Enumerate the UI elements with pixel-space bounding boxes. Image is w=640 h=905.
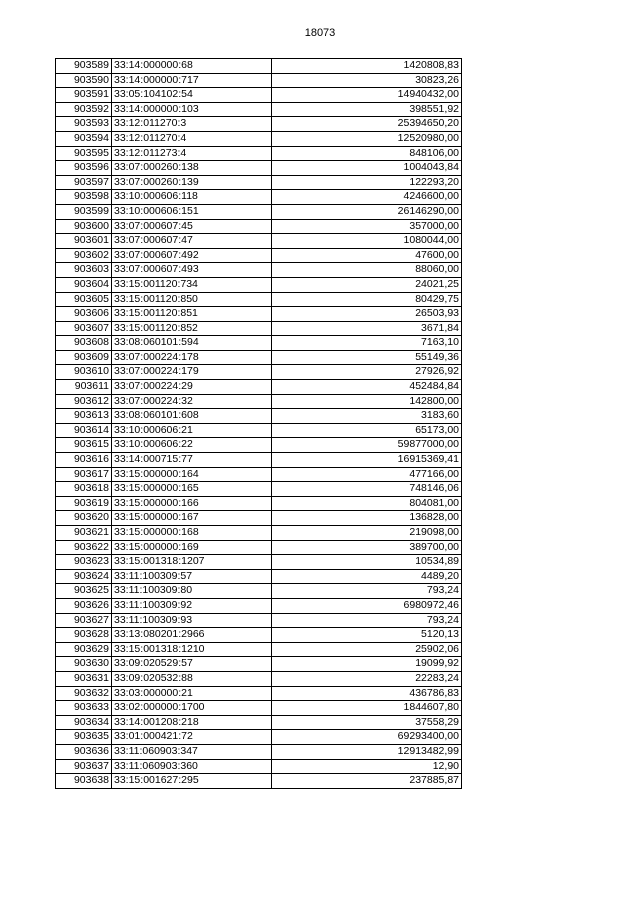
cadastral-number-cell: 33:15:000000:168 <box>112 526 272 541</box>
row-number-cell: 903626 <box>56 598 112 613</box>
table-row <box>56 59 462 74</box>
cadastral-number-cell: 33:15:001120:850 <box>112 292 272 307</box>
value-cell: 219098,00 <box>272 526 462 541</box>
row-number-cell: 903629 <box>56 642 112 657</box>
cadastral-number-cell: 33:15:001120:852 <box>112 321 272 336</box>
row-number-cell: 903612 <box>56 394 112 409</box>
value-cell: 69293400,00 <box>272 730 462 745</box>
cadastral-number-cell: 33:15:001318:1207 <box>112 555 272 570</box>
value-cell: 1844607,80 <box>272 701 462 716</box>
value-cell: 1004043,84 <box>272 161 462 176</box>
cadastral-number-cell: 33:10:000606:118 <box>112 190 272 205</box>
row-number-cell: 903610 <box>56 365 112 380</box>
value-cell: 12520980,00 <box>272 131 462 146</box>
cadastral-number-cell: 33:15:000000:169 <box>112 540 272 555</box>
value-cell: 237885,87 <box>272 774 462 789</box>
cadastral-number-cell: 33:07:000607:493 <box>112 263 272 278</box>
cadastral-number-cell: 33:15:000000:166 <box>112 496 272 511</box>
cadastral-number-cell: 33:12:011270:4 <box>112 131 272 146</box>
cadastral-number-cell: 33:15:001120:734 <box>112 277 272 292</box>
cadastral-number-cell: 33:15:000000:167 <box>112 511 272 526</box>
cadastral-number-cell: 33:10:000606:151 <box>112 204 272 219</box>
row-number-cell: 903606 <box>56 307 112 322</box>
row-number-cell: 903599 <box>56 204 112 219</box>
table-row <box>56 394 462 409</box>
cadastral-number-cell: 33:15:001627:295 <box>112 774 272 789</box>
row-number-cell: 903596 <box>56 161 112 176</box>
row-number-cell: 903628 <box>56 628 112 643</box>
value-cell: 19099,92 <box>272 657 462 672</box>
row-number-cell: 903592 <box>56 102 112 117</box>
cadastral-number-cell: 33:10:000606:22 <box>112 438 272 453</box>
table-row <box>56 511 462 526</box>
row-number-cell: 903619 <box>56 496 112 511</box>
row-number-cell: 903603 <box>56 263 112 278</box>
row-number-cell: 903633 <box>56 701 112 716</box>
value-cell: 1420808,83 <box>272 59 462 74</box>
row-number-cell: 903618 <box>56 482 112 497</box>
row-number-cell: 903637 <box>56 759 112 774</box>
table-row <box>56 540 462 555</box>
table-row <box>56 496 462 511</box>
row-number-cell: 903594 <box>56 131 112 146</box>
table-row <box>56 219 462 234</box>
value-cell: 748146,06 <box>272 482 462 497</box>
value-cell: 22283,24 <box>272 671 462 686</box>
value-cell: 142800,00 <box>272 394 462 409</box>
cadastral-value-table <box>55 58 462 789</box>
cadastral-number-cell: 33:15:000000:164 <box>112 467 272 482</box>
table-row <box>56 598 462 613</box>
value-cell: 389700,00 <box>272 540 462 555</box>
value-cell: 10534,89 <box>272 555 462 570</box>
cadastral-number-cell: 33:14:000000:103 <box>112 102 272 117</box>
table-row <box>56 555 462 570</box>
table-row <box>56 671 462 686</box>
value-cell: 4489,20 <box>272 569 462 584</box>
cadastral-number-cell: 33:15:001318:1210 <box>112 642 272 657</box>
table-row <box>56 482 462 497</box>
row-number-cell: 903623 <box>56 555 112 570</box>
cadastral-number-cell: 33:07:000607:492 <box>112 248 272 263</box>
cadastral-number-cell: 33:05:104102:54 <box>112 88 272 103</box>
table-row <box>56 190 462 205</box>
value-cell: 793,24 <box>272 584 462 599</box>
cadastral-number-cell: 33:15:001120:851 <box>112 307 272 322</box>
row-number-cell: 903608 <box>56 336 112 351</box>
table-row <box>56 584 462 599</box>
row-number-cell: 903605 <box>56 292 112 307</box>
row-number-cell: 903634 <box>56 715 112 730</box>
cadastral-number-cell: 33:12:011273:4 <box>112 146 272 161</box>
value-cell: 80429,75 <box>272 292 462 307</box>
row-number-cell: 903613 <box>56 409 112 424</box>
page-number: 18073 <box>304 27 336 39</box>
cadastral-number-cell: 33:01:000421:72 <box>112 730 272 745</box>
cadastral-number-cell: 33:13:080201:2966 <box>112 628 272 643</box>
value-cell: 59877000,00 <box>272 438 462 453</box>
row-number-cell: 903636 <box>56 744 112 759</box>
row-number-cell: 903589 <box>56 59 112 74</box>
row-number-cell: 903614 <box>56 423 112 438</box>
value-cell: 88060,00 <box>272 263 462 278</box>
table-row <box>56 453 462 468</box>
row-number-cell: 903627 <box>56 613 112 628</box>
value-cell: 804081,00 <box>272 496 462 511</box>
value-cell: 25902,06 <box>272 642 462 657</box>
row-number-cell: 903609 <box>56 350 112 365</box>
row-number-cell: 903620 <box>56 511 112 526</box>
cadastral-number-cell: 33:14:000715:77 <box>112 453 272 468</box>
value-cell: 5120,13 <box>272 628 462 643</box>
cadastral-number-cell: 33:10:000606:21 <box>112 423 272 438</box>
cadastral-number-cell: 33:07:000260:139 <box>112 175 272 190</box>
value-cell: 25394650,20 <box>272 117 462 132</box>
row-number-cell: 903593 <box>56 117 112 132</box>
cadastral-number-cell: 33:11:100309:57 <box>112 569 272 584</box>
cadastral-number-cell: 33:14:000000:717 <box>112 73 272 88</box>
table-row <box>56 146 462 161</box>
value-cell: 3183,60 <box>272 409 462 424</box>
cadastral-number-cell: 33:15:000000:165 <box>112 482 272 497</box>
value-cell: 6980972,46 <box>272 598 462 613</box>
cadastral-number-cell: 33:14:001208:218 <box>112 715 272 730</box>
table-row <box>56 759 462 774</box>
cadastral-number-cell: 33:07:000260:138 <box>112 161 272 176</box>
table-row <box>56 263 462 278</box>
value-cell: 26503,93 <box>272 307 462 322</box>
table-row <box>56 628 462 643</box>
row-number-cell: 903590 <box>56 73 112 88</box>
table-row <box>56 686 462 701</box>
cadastral-number-cell: 33:03:000000:21 <box>112 686 272 701</box>
row-number-cell: 903625 <box>56 584 112 599</box>
table-row <box>56 161 462 176</box>
row-number-cell: 903638 <box>56 774 112 789</box>
row-number-cell: 903616 <box>56 453 112 468</box>
table-row <box>56 365 462 380</box>
table-row <box>56 102 462 117</box>
row-number-cell: 903600 <box>56 219 112 234</box>
value-cell: 12913482,99 <box>272 744 462 759</box>
value-cell: 12,90 <box>272 759 462 774</box>
row-number-cell: 903604 <box>56 277 112 292</box>
row-number-cell: 903630 <box>56 657 112 672</box>
value-cell: 357000,00 <box>272 219 462 234</box>
value-cell: 7163,10 <box>272 336 462 351</box>
value-cell: 122293,20 <box>272 175 462 190</box>
table-row <box>56 613 462 628</box>
table-row <box>56 467 462 482</box>
cadastral-number-cell: 33:09:020529:57 <box>112 657 272 672</box>
value-cell: 37558,29 <box>272 715 462 730</box>
table-row <box>56 715 462 730</box>
cadastral-number-cell: 33:08:060101:594 <box>112 336 272 351</box>
table-row <box>56 88 462 103</box>
row-number-cell: 903597 <box>56 175 112 190</box>
table-row <box>56 526 462 541</box>
value-cell: 1080044,00 <box>272 234 462 249</box>
value-cell: 24021,25 <box>272 277 462 292</box>
cadastral-number-cell: 33:07:000224:178 <box>112 350 272 365</box>
cadastral-number-cell: 33:07:000224:179 <box>112 365 272 380</box>
table-row <box>56 774 462 789</box>
value-cell: 16915369,41 <box>272 453 462 468</box>
value-cell: 848106,00 <box>272 146 462 161</box>
cadastral-number-cell: 33:11:060903:360 <box>112 759 272 774</box>
table-row <box>56 307 462 322</box>
row-number-cell: 903622 <box>56 540 112 555</box>
cadastral-number-cell: 33:07:000607:45 <box>112 219 272 234</box>
row-number-cell: 903631 <box>56 671 112 686</box>
row-number-cell: 903632 <box>56 686 112 701</box>
value-cell: 14940432,00 <box>272 88 462 103</box>
table-row <box>56 350 462 365</box>
cadastral-number-cell: 33:11:100309:80 <box>112 584 272 599</box>
value-cell: 26146290,00 <box>272 204 462 219</box>
table-row <box>56 409 462 424</box>
value-cell: 398551,92 <box>272 102 462 117</box>
cadastral-number-cell: 33:02:000000:1700 <box>112 701 272 716</box>
row-number-cell: 903601 <box>56 234 112 249</box>
table-row <box>56 438 462 453</box>
row-number-cell: 903602 <box>56 248 112 263</box>
row-number-cell: 903615 <box>56 438 112 453</box>
cadastral-number-cell: 33:07:000607:47 <box>112 234 272 249</box>
table-body <box>56 59 462 789</box>
table-row <box>56 701 462 716</box>
value-cell: 452484,84 <box>272 380 462 395</box>
row-number-cell: 903591 <box>56 88 112 103</box>
value-cell: 30823,26 <box>272 73 462 88</box>
row-number-cell: 903621 <box>56 526 112 541</box>
table-row <box>56 117 462 132</box>
value-cell: 3671,84 <box>272 321 462 336</box>
cadastral-number-cell: 33:11:060903:347 <box>112 744 272 759</box>
value-cell: 477166,00 <box>272 467 462 482</box>
table-row <box>56 131 462 146</box>
table-row <box>56 642 462 657</box>
cadastral-number-cell: 33:07:000224:29 <box>112 380 272 395</box>
table-row <box>56 73 462 88</box>
row-number-cell: 903595 <box>56 146 112 161</box>
table-row <box>56 569 462 584</box>
table-row <box>56 657 462 672</box>
table-row <box>56 744 462 759</box>
table-row <box>56 321 462 336</box>
cadastral-number-cell: 33:07:000224:32 <box>112 394 272 409</box>
value-cell: 4246600,00 <box>272 190 462 205</box>
cadastral-number-cell: 33:08:060101:608 <box>112 409 272 424</box>
cadastral-number-cell: 33:11:100309:93 <box>112 613 272 628</box>
cadastral-number-cell: 33:11:100309:92 <box>112 598 272 613</box>
row-number-cell: 903635 <box>56 730 112 745</box>
table-row <box>56 248 462 263</box>
value-cell: 27926,92 <box>272 365 462 380</box>
cadastral-number-cell: 33:14:000000:68 <box>112 59 272 74</box>
table-row <box>56 423 462 438</box>
value-cell: 793,24 <box>272 613 462 628</box>
row-number-cell: 903598 <box>56 190 112 205</box>
table-row <box>56 234 462 249</box>
value-cell: 47600,00 <box>272 248 462 263</box>
table-row <box>56 277 462 292</box>
table-row <box>56 204 462 219</box>
value-cell: 136828,00 <box>272 511 462 526</box>
table-row <box>56 730 462 745</box>
table-row <box>56 336 462 351</box>
value-cell: 55149,36 <box>272 350 462 365</box>
row-number-cell: 903611 <box>56 380 112 395</box>
table-row <box>56 175 462 190</box>
row-number-cell: 903607 <box>56 321 112 336</box>
cadastral-number-cell: 33:09:020532:88 <box>112 671 272 686</box>
table-row <box>56 380 462 395</box>
row-number-cell: 903624 <box>56 569 112 584</box>
value-cell: 436786,83 <box>272 686 462 701</box>
value-cell: 65173,00 <box>272 423 462 438</box>
table-row <box>56 292 462 307</box>
cadastral-number-cell: 33:12:011270:3 <box>112 117 272 132</box>
row-number-cell: 903617 <box>56 467 112 482</box>
